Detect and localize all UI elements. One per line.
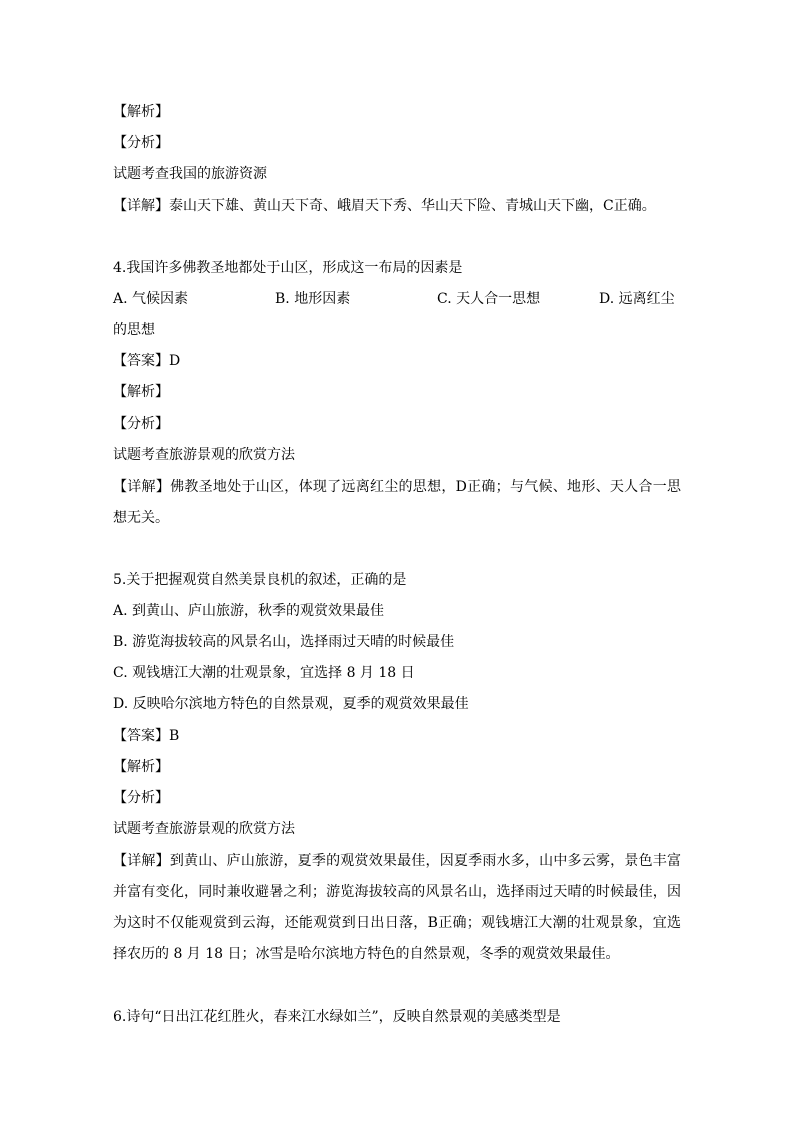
- q5-fenxi-label: 【分析】: [113, 790, 169, 806]
- q3-analysis-text: 试题考查我国的旅游资源: [113, 166, 267, 182]
- q4-fenxi-label: 【分析】: [113, 416, 169, 432]
- q5-option-a: A. 到黄山、庐山旅游，秋季的观赏效果最佳: [113, 603, 385, 619]
- q3-fenxi-label: 【分析】: [113, 135, 169, 151]
- q3-detail-text: 【详解】泰山天下雄、黄山天下奇、峨眉天下秀、华山天下险、青城山天下幽，C正确。: [113, 198, 656, 214]
- q4-stem: 4.我国许多佛教圣地都处于山区，形成这一布局的因素是: [113, 260, 463, 276]
- q5-jiexi-label: 【解析】: [113, 759, 169, 775]
- q5-option-b: B. 游览海拔较高的风景名山，选择雨过天晴的时候最佳: [113, 634, 455, 650]
- q5-option-d: D. 反映哈尔滨地方特色的自然景观，夏季的观赏效果最佳: [113, 696, 469, 712]
- q5-stem: 5.关于把握观赏自然美景良机的叙述，正确的是: [113, 572, 407, 588]
- q4-option-d-continued: 的思想: [113, 322, 155, 338]
- q5-analysis-text: 试题考查旅游景观的欣赏方法: [113, 821, 295, 837]
- q4-option-a: A. 气候因素: [113, 291, 189, 307]
- q5-answer: 【答案】B: [113, 728, 180, 744]
- q4-answer: 【答案】D: [113, 353, 181, 369]
- q4-detail-text: 【详解】佛教圣地处于山区，体现了远离红尘的思想，D正确；与气候、地形、天人合一思想无关。: [113, 479, 681, 526]
- q4-analysis-text: 试题考查旅游景观的欣赏方法: [113, 447, 295, 463]
- q5-detail-text: 【详解】到黄山、庐山旅游，夏季的观赏效果最佳，因夏季雨水多，山中多云雾，景色丰富并富有变化，同时兼收避暑之利；游览海拔较高的风景名山，选择雨过天晴的时候最佳，因为这时不仅能观赏到云海，还能观赏到日出日落，B正确；观钱塘江大潮的壮观景象，宜选择农历的 8 月 18 日；冰雪是哈尔滨地方特色的自然景观，冬季的观赏效果最佳。: [113, 853, 681, 962]
- q4-option-c: C. 天人合一思想: [437, 291, 541, 307]
- q4-jiexi-label: 【解析】: [113, 384, 169, 400]
- q6-stem: 6.诗句“日出江花红胜火，春来江水绿如兰”，反映自然景观的美感类型是: [113, 1009, 561, 1025]
- q3-jiexi-label: 【解析】: [113, 104, 169, 120]
- q4-option-d: D. 远离红尘: [599, 291, 675, 307]
- q5-option-c: C. 观钱塘江大潮的壮观景象，宜选择 8 月 18 日: [113, 665, 415, 681]
- q4-option-b: B. 地形因素: [275, 291, 351, 307]
